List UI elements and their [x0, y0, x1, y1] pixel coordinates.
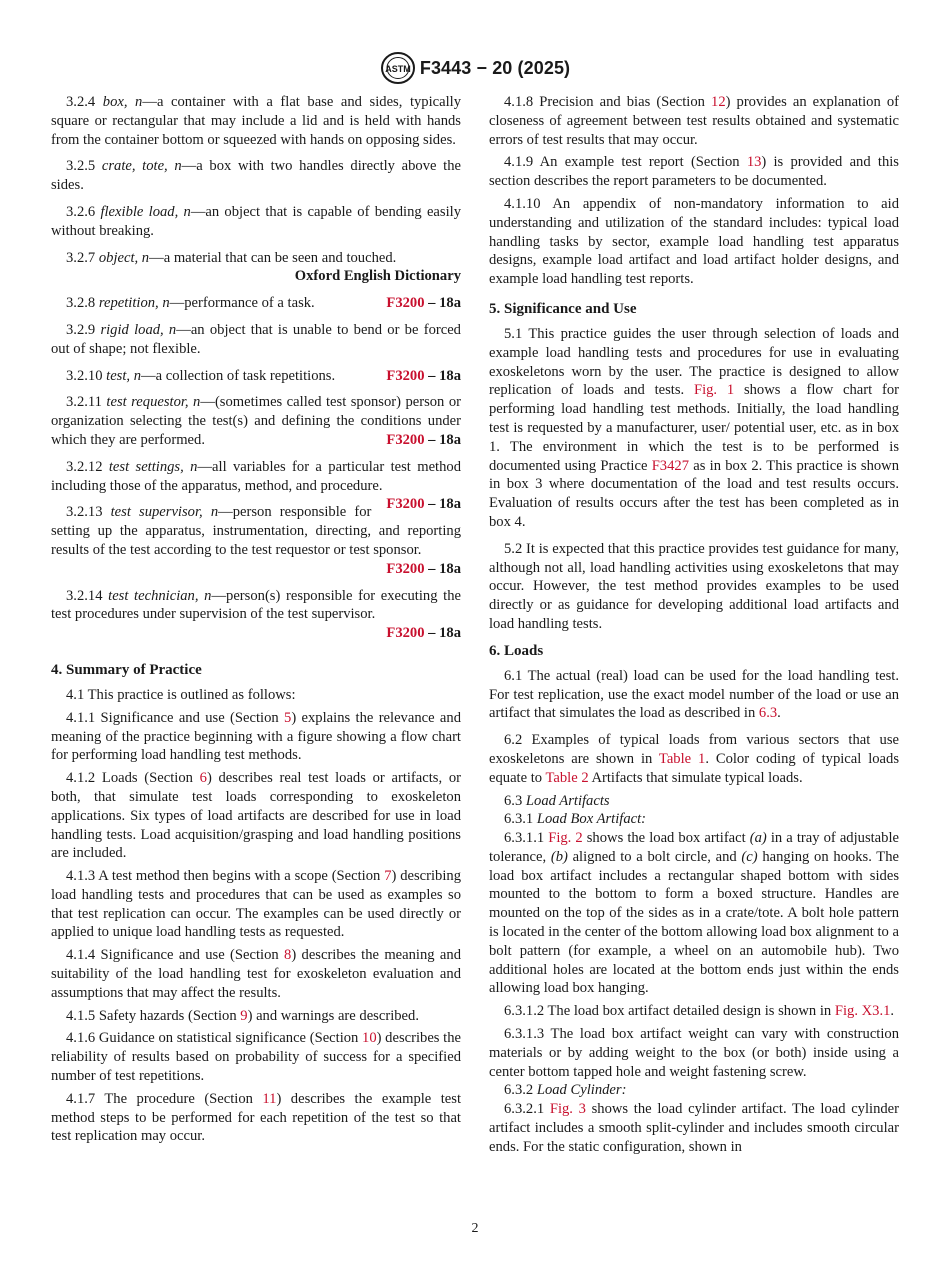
definition-3-2-4: 3.2.4 box, n—a container with a flat base and sides, typically square or rectangular that may include a lid and is held with hands from the container bottom or squeezed with hands on opposing sides. [51, 94, 462, 148]
page-number: 2 [471, 1221, 479, 1236]
definition-3-2-7: 3.2.7 object, n—a material that can be seen and touched. Oxford English Dictionary [51, 249, 461, 287]
paragraph-4-1-7: 4.1.7 The procedure (Section 11) describes the example test method steps to be performed for each repetition of the test so that test replication may occur. [51, 1090, 461, 1145]
document-id: F3443 − 20 (2025) [419, 57, 571, 78]
section-link[interactable]: 7 [384, 868, 392, 885]
paragraph-4-1-9: 4.1.9 An example test report (Section 13) is provided and this section describes the report parameters to be documented. [489, 154, 899, 190]
standard-link[interactable]: F3427 [651, 457, 689, 474]
section-link[interactable]: 10 [362, 1030, 377, 1047]
section-link[interactable]: 12 [711, 94, 726, 110]
paragraph-6-3-2: 6.3.2 Load Cylinder: [504, 1082, 627, 1099]
definition-3-2-10: 3.2.10 test, n—a collection of task repetitions. F3200 – 18a [66, 367, 461, 384]
paragraph-6-3-2-1: 6.3.2.1 Fig. 3 shows the load cylinder artifact. The load cylinder artifact includes a smooth split-cylinder and includes smooth circular ends. For the static configuration, shown in [489, 1101, 900, 1155]
section-link[interactable]: 5 [284, 709, 292, 726]
definition-3-2-5: 3.2.5 crate, tote, n—a box with two handles directly above the sides. [51, 158, 461, 194]
section-link[interactable]: 13 [746, 154, 762, 171]
reference-link[interactable]: F3200 [386, 560, 425, 577]
section-heading-4: 4. Summary of Practice [51, 661, 202, 678]
section-link[interactable]: 11 [262, 1090, 277, 1107]
definition-3-2-14: 3.2.14 test technician, n—person(s) responsible for executing the test procedures under supervision of the test supervisor. F3200 – 18a [51, 587, 461, 642]
section-link[interactable]: 6 [199, 770, 207, 787]
figure-link[interactable]: Fig. 2 [548, 830, 583, 847]
definition-3-2-13: 3.2.13 test supervisor, n—person responsible for setting up the apparatus, instrumentation, directing, and reporting results of the test according to the test requestor or test sponsor. F3200 – 18a [51, 504, 461, 577]
figure-link[interactable]: Fig. 3 [549, 1101, 586, 1118]
reference-link[interactable]: F3200 [386, 625, 425, 642]
definition-3-2-9: 3.2.9 rigid load, n—an object that is unable to bend or be forced out of shape; not flexible. [51, 321, 461, 357]
paragraph-6-1: 6.1 The actual (real) load can be used for the load handling test. For test replication, use the exact model number of the load or use an artifact that simulates the load as described in 6.3. [489, 667, 899, 722]
paragraph-6-3: 6.3 Load Artifacts [504, 792, 610, 809]
section-heading-6: 6. Loads [489, 642, 544, 659]
paragraph-5-2: 5.2 It is expected that this practice provides test guidance for many, although not all, load handling activities using exoskeletons that may occur. However, the test method provides examples to be used directly or as guidance for developing additional load artifacts and load handling tests. [489, 540, 899, 632]
paragraph-4-1-8: 4.1.8 Precision and bias (Section 12) provides an explanation of closeness of agreement between test results obtained and systematic errors of test results that may occur. [489, 94, 899, 148]
paragraph-6-3-1-1: 6.3.1.1 Fig. 2 shows the load box artifact (a) in a tray of adjustable tolerance, (b) aligned to a bolt circle, and (c) hanging on hooks. The load box artifact includes a rectangular shaped bottom with sides mounted to the bottom to form a boxed structure. Handles are mounted on the top of the sides as in a crate/tote. A bolt hole pattern is located in the center of the bottom allowing load box alignment to a bolt pattern (for example, a wheel on an automobile hub). Two additional holes are located at the bottom ends just within the ends allowing load box hanging. [489, 830, 899, 997]
paragraph-4-1-1: 4.1.1 Significance and use (Section 5) explains the relevance and meaning of the practice beginning with a figure showing a flow chart for performing load handling test methods. [51, 709, 462, 764]
paragraph-4-1-10: 4.1.10 An appendix of non-mandatory information to aid understanding and utilization of the standard includes: typical load handling tasks by sector, example load handling test apparatus designs, example load artifact and load artifact holder designs, and example load handling test reports. [489, 195, 899, 288]
definition-3-2-8: 3.2.8 repetition, n—performance of a task. F3200 – 18a [66, 295, 461, 312]
paragraph-4-1-6: 4.1.6 Guidance on statistical significance (Section 10) describes the reliability of results based on probability of success for a specified number of test repetitions. [51, 1030, 461, 1085]
astm-logo-icon [380, 51, 416, 85]
section-link[interactable]: 9 [240, 1007, 248, 1024]
table-link[interactable]: Table 2 [545, 769, 589, 786]
logo-text: ASTM [385, 64, 411, 74]
right-column [489, 93, 899, 1157]
definition-3-2-12: 3.2.12 test settings, n—all variables for a particular test method including those of the apparatus, method, and procedure. F3200 – 18a [51, 458, 461, 513]
paragraph-4-1-4: 4.1.4 Significance and use (Section 8) describes the meaning and suitability of the load handling test for exoskeleton evaluation and assumptions that may affect the results. [51, 947, 462, 1001]
paragraph-4-1-3: 4.1.3 A test method then begins with a scope (Section 7) describing load handling tests and procedures that can be used as examples so that test replication can occur. The examples can be used directly or applied to unique load handling tests as requested. [51, 868, 461, 941]
definition-3-2-6: 3.2.6 flexible load, n—an object that is capable of bending easily without breaking. [51, 203, 461, 239]
section-heading-5: 5. Significance and Use [489, 300, 637, 317]
reference-link[interactable]: F3200 [386, 431, 425, 448]
paragraph-6-3-1: 6.3.1 Load Box Artifact: [504, 811, 647, 828]
left-column [51, 93, 461, 1146]
paragraph-4-1-2: 4.1.2 Loads (Section 6) describes real test loads or artifacts, or both, that simulate test loads corresponding to exoskeleton applications. Six types of load artifacts are described for use in load handling tests. Load acquisition/grasping and load handling positions are included. [51, 770, 461, 862]
definition-source: Oxford English Dictionary [294, 268, 461, 285]
table-link[interactable]: Table 1 [658, 750, 706, 767]
reference-link[interactable]: F3200 [386, 295, 425, 312]
paragraph-4-1: 4.1 This practice is outlined as follows: [66, 686, 296, 703]
paragraph-6-3-1-2: 6.3.1.2 The load box artifact detailed design is shown in Fig. X3.1. [504, 1003, 895, 1020]
paragraph-6-3-1-3: 6.3.1.3 The load box artifact weight can vary with construction materials or by adding weight to the box (or both) inside using a center bottom tapped hole and weight fastening screw. [489, 1026, 899, 1080]
paragraph-6-2: 6.2 Examples of typical loads from various sectors that use exoskeletons are shown in Table 1. Color coding of typical loads equate to Table 2 Artifacts that simulate typical loads. [489, 732, 899, 786]
section-link[interactable]: 8 [284, 947, 292, 964]
figure-link[interactable]: Fig. 1 [693, 382, 735, 399]
definition-3-2-11: 3.2.11 test requestor, n—(sometimes called test sponsor) person or organization selecting the test(s) and defining the conditions under which they are performed. F3200 – 18a [51, 394, 461, 448]
paragraph-5-1: 5.1 This practice guides the user through selection of loads and example load handling tests and procedures for use in evaluating exoskeletons worn by the user. The practice is designed to allow replication of loads and tests. Fig. 1 shows a flow chart for performing load handling test methods. Initially, the load handling test is requested by a manufacturer, user/ potential user, etc. as in box 1. The environment in which the test is to be performed is documented using Practice F3427 as in box 2. This practice is shown in box 3 where documentation of the load and test results occurs. Evaluation of results occurs after the test has been completed as in box 4. [489, 325, 900, 530]
reference-link[interactable]: F3200 [386, 367, 425, 384]
reference-link[interactable]: F3200 [386, 496, 425, 513]
page-header [0, 50, 950, 86]
section-link[interactable]: 6.3 [758, 705, 778, 722]
figure-link[interactable]: Fig. X3.1 [834, 1003, 891, 1020]
paragraph-4-1-5: 4.1.5 Safety hazards (Section 9) and warnings are described. [66, 1007, 419, 1024]
